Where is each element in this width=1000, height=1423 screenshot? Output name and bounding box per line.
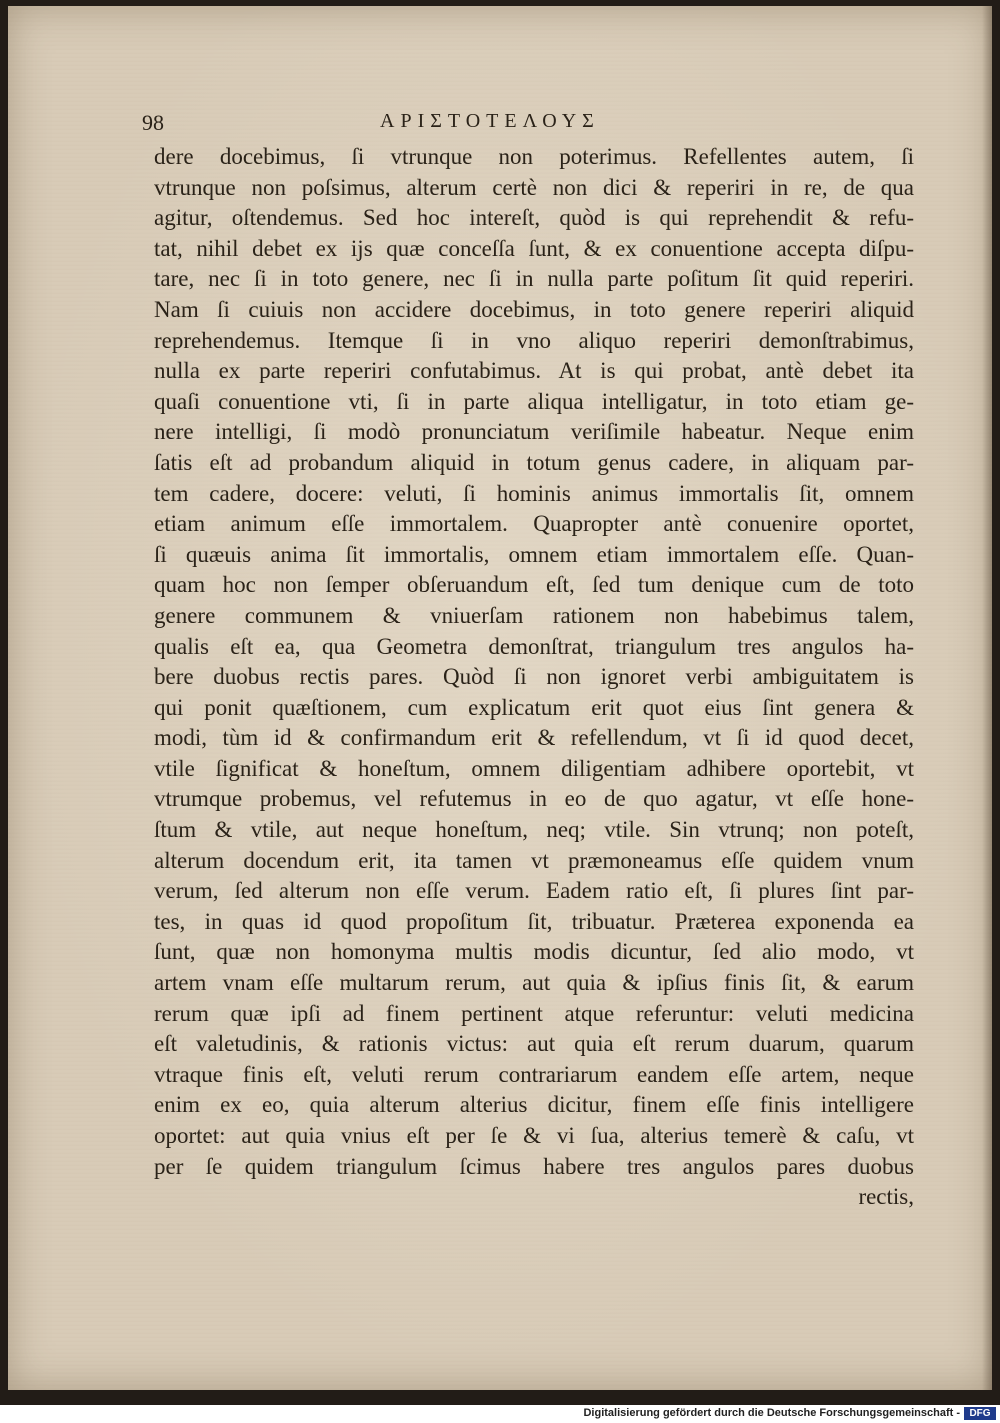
footer-credit-text: Digitalisierung gefördert durch die Deutsche Forschungsgemeinschaft - xyxy=(583,1407,960,1419)
text-line: nere intelligi, ſi modò pronunciatum veriſimile habeatur. Neque enim xyxy=(154,419,914,445)
text-line: oportet: aut quia vnius eſt per ſe & vi ſua, alterius temerè & caſu, vt xyxy=(154,1123,914,1148)
body-text xyxy=(154,142,914,1213)
page-number: 98 xyxy=(142,110,164,135)
text-line: nulla ex parte reperiri confutabimus. At is qui probat, antè debet ita xyxy=(154,358,914,384)
text-line: verum, ſed alterum non eſſe verum. Eadem ratio eſt, ſi plures ſint par- xyxy=(154,878,914,904)
text-line: tes, in quas id quod propoſitum ſit, tribuatur. Præterea exponenda ea xyxy=(154,908,914,934)
catchword: rectis, xyxy=(858,1184,914,1210)
text-line: quam hoc non ſemper obſeruandum eſt, ſed tum denique cum de toto xyxy=(154,572,914,598)
text-line: vtile ſignificat & honeſtum, omnem diligentiam adhibere oportebit, vt xyxy=(154,755,914,781)
text-line: vtraque finis eſt, veluti rerum contrariarum eandem eſſe artem, neque xyxy=(154,1061,914,1087)
text-line: rerum quæ ipſi ad finem pertinent atque referuntur: veluti medicina xyxy=(154,1000,914,1026)
text-line: tat, nihil debet ex ijs quæ conceſſa ſunt, & ex conuentione accepta diſpu- xyxy=(154,235,914,261)
digitization-footer xyxy=(0,1405,1000,1423)
running-head-title: ΑΡΙΣΤΟΤΕΛΟΥΣ xyxy=(380,110,600,132)
text-line: reprehendemus. Itemque ſi in vno aliquo reperiri demonſtrabimus, xyxy=(154,327,914,353)
text-line: dere docebimus, ſi vtrunque non poterimus. Refellentes autem, ſi xyxy=(154,144,914,169)
text-line: ſatis eſt ad probandum aliquid in totum genus cadere, in aliquam par- xyxy=(154,449,914,475)
running-head xyxy=(140,110,900,142)
text-line: eſt valetudinis, & rationis victus: aut quia eſt rerum duarum, quarum xyxy=(154,1031,914,1057)
page-edge-shadow xyxy=(982,6,992,1390)
text-line: artem vnam eſſe multarum rerum, aut quia & ipſius finis ſit, & earum xyxy=(154,970,914,996)
text-line: qui ponit quæſtionem, cum explicatum erit quot eius ſint genera & xyxy=(154,694,914,720)
text-line: qualis eſt ea, qua Geometra demonſtrat, triangulum tres angulos ha- xyxy=(154,633,914,659)
text-line: modi, tùm id & confirmandum erit & refellendum, vt ſi id quod decet, xyxy=(154,725,914,751)
text-line: etiam animum eſſe immortalem. Quapropter antè conuenire oportet, xyxy=(154,511,914,537)
text-line: tem cadere, docere: veluti, ſi hominis animus immortalis ſit, omnem xyxy=(154,480,914,506)
text-line: Nam ſi cuiuis non accidere docebimus, in toto genere reperiri aliquid xyxy=(154,296,914,322)
text-line: genere communem & vniuerſam rationem non habebimus talem, xyxy=(154,602,914,628)
text-line: tare, nec ſi in toto genere, nec ſi in nulla parte poſitum ſit quid reperiri. xyxy=(154,266,914,292)
text-line: vtrunque non poſsimus, alterum certè non dici & reperiri in re, de qua xyxy=(154,174,914,200)
dfg-logo: DFG xyxy=(964,1407,996,1420)
text-line: ſtum & vtile, aut neque honeſtum, neq; vtile. Sin vtrunq; non poteſt, xyxy=(154,817,914,843)
text-line: ſunt, quæ non homonyma multis modis dicuntur, ſed alio modo, vt xyxy=(154,939,914,965)
text-line: quaſi conuentione vti, ſi in parte aliqua intelligatur, in toto etiam ge- xyxy=(154,388,914,414)
text-line: bere duobus rectis pares. Quòd ſi non ignoret verbi ambiguitatem is xyxy=(154,664,914,690)
text-line: vtrumque probemus, vel refutemus in eo de quo agatur, vt eſſe hone- xyxy=(154,786,914,812)
text-line: agitur, oſtendemus. Sed hoc intereſt, quòd is qui reprehendit & refu- xyxy=(154,205,914,231)
text-line: alterum docendum erit, ita tamen vt præmoneamus eſſe quidem vnum xyxy=(154,847,914,873)
text-line: per ſe quidem triangulum ſcimus habere tres angulos pares duobus xyxy=(154,1153,914,1179)
text-line: enim ex eo, quia alterum alterius dicitur, finem eſſe finis intelligere xyxy=(154,1092,914,1118)
text-line: ſi quæuis anima ſit immortalis, omnem etiam immortalem eſſe. Quan- xyxy=(154,541,914,567)
